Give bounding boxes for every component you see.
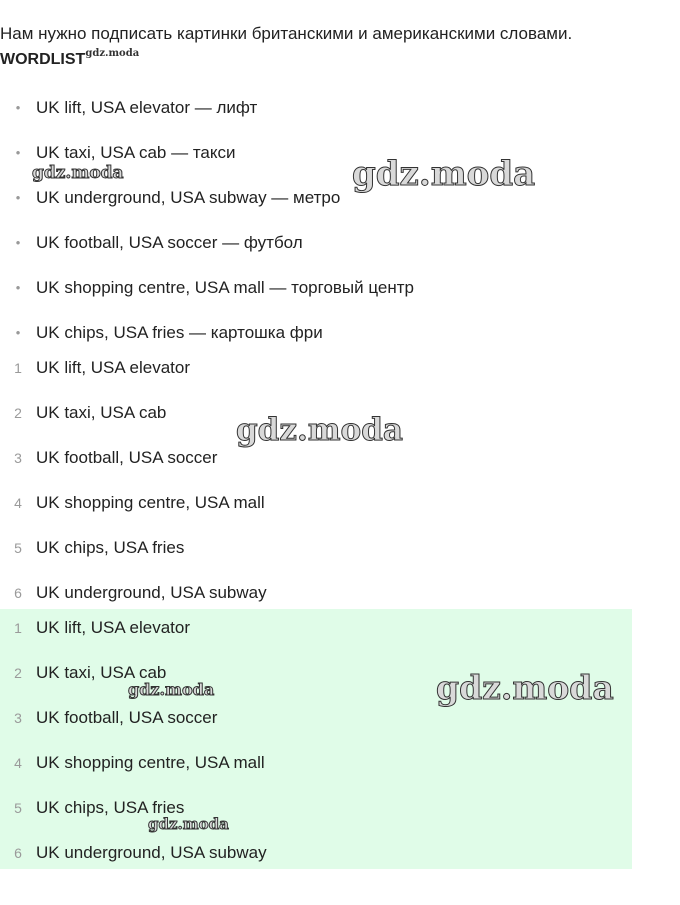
bullet-marker: • xyxy=(15,235,21,250)
answer-highlight-box xyxy=(0,609,632,869)
wordlist-title: WORDLIST xyxy=(0,51,86,68)
item-number: 5 xyxy=(14,540,22,556)
list-item-text: UK shopping centre, USA mall xyxy=(36,493,265,512)
item-number: 2 xyxy=(14,405,22,421)
item-number: 1 xyxy=(14,360,22,376)
item-number: 4 xyxy=(14,755,22,771)
item-number: 5 xyxy=(14,800,22,816)
intro-text: Нам нужно подписать картинки британскими и американскими словами. xyxy=(0,24,573,43)
watermark: gdz.moda xyxy=(128,680,215,699)
watermark: gdz.moda xyxy=(352,154,536,194)
item-number: 3 xyxy=(14,450,22,466)
item-number: 4 xyxy=(14,495,22,511)
item-number: 6 xyxy=(14,845,22,861)
list-item-text: UK underground, USA subway — метро xyxy=(36,188,341,207)
bullet-marker: • xyxy=(15,190,21,205)
list-item-text: UK taxi, USA cab xyxy=(36,403,167,422)
list-item-text: UK underground, USA subway xyxy=(36,843,267,862)
watermark: gdz.moda xyxy=(236,412,403,448)
list-item-text: UK shopping centre, USA mall xyxy=(36,753,265,772)
list-item-text: UK lift, USA elevator xyxy=(36,618,191,637)
bullet-marker: • xyxy=(15,100,21,115)
list-item-text: UK taxi, USA cab — такси xyxy=(36,143,236,162)
list-item-text: UK underground, USA subway xyxy=(36,583,267,602)
watermark: gdz.moda xyxy=(436,668,614,707)
item-number: 3 xyxy=(14,710,22,726)
list-item-text: UK chips, USA fries xyxy=(36,798,185,817)
list-item-text: UK football, USA soccer xyxy=(36,448,218,467)
item-number: 6 xyxy=(14,585,22,601)
bullet-marker: • xyxy=(15,325,21,340)
list-item-text: UK lift, USA elevator xyxy=(36,358,191,377)
watermark: gdz.moda xyxy=(148,815,229,833)
list-item-text: UK taxi, USA cab xyxy=(36,663,167,682)
list-item-text: UK football, USA soccer xyxy=(36,708,218,727)
bullet-marker: • xyxy=(15,280,21,295)
item-number: 1 xyxy=(14,620,22,636)
item-number: 2 xyxy=(14,665,22,681)
watermark: gdz.moda xyxy=(32,163,124,183)
list-item-text: UK football, USA soccer — футбол xyxy=(36,233,303,252)
bullet-marker: • xyxy=(15,145,21,160)
heading-watermark: gdz.moda xyxy=(85,48,140,59)
list-item-text: UK lift, USA elevator — лифт xyxy=(36,98,258,117)
list-item-text: UK chips, USA fries xyxy=(36,538,185,557)
wordlist-heading xyxy=(0,44,139,70)
list-item-text: UK shopping centre, USA mall — торговый центр xyxy=(36,278,415,297)
list-item-text: UK chips, USA fries — картошка фри xyxy=(36,323,323,342)
